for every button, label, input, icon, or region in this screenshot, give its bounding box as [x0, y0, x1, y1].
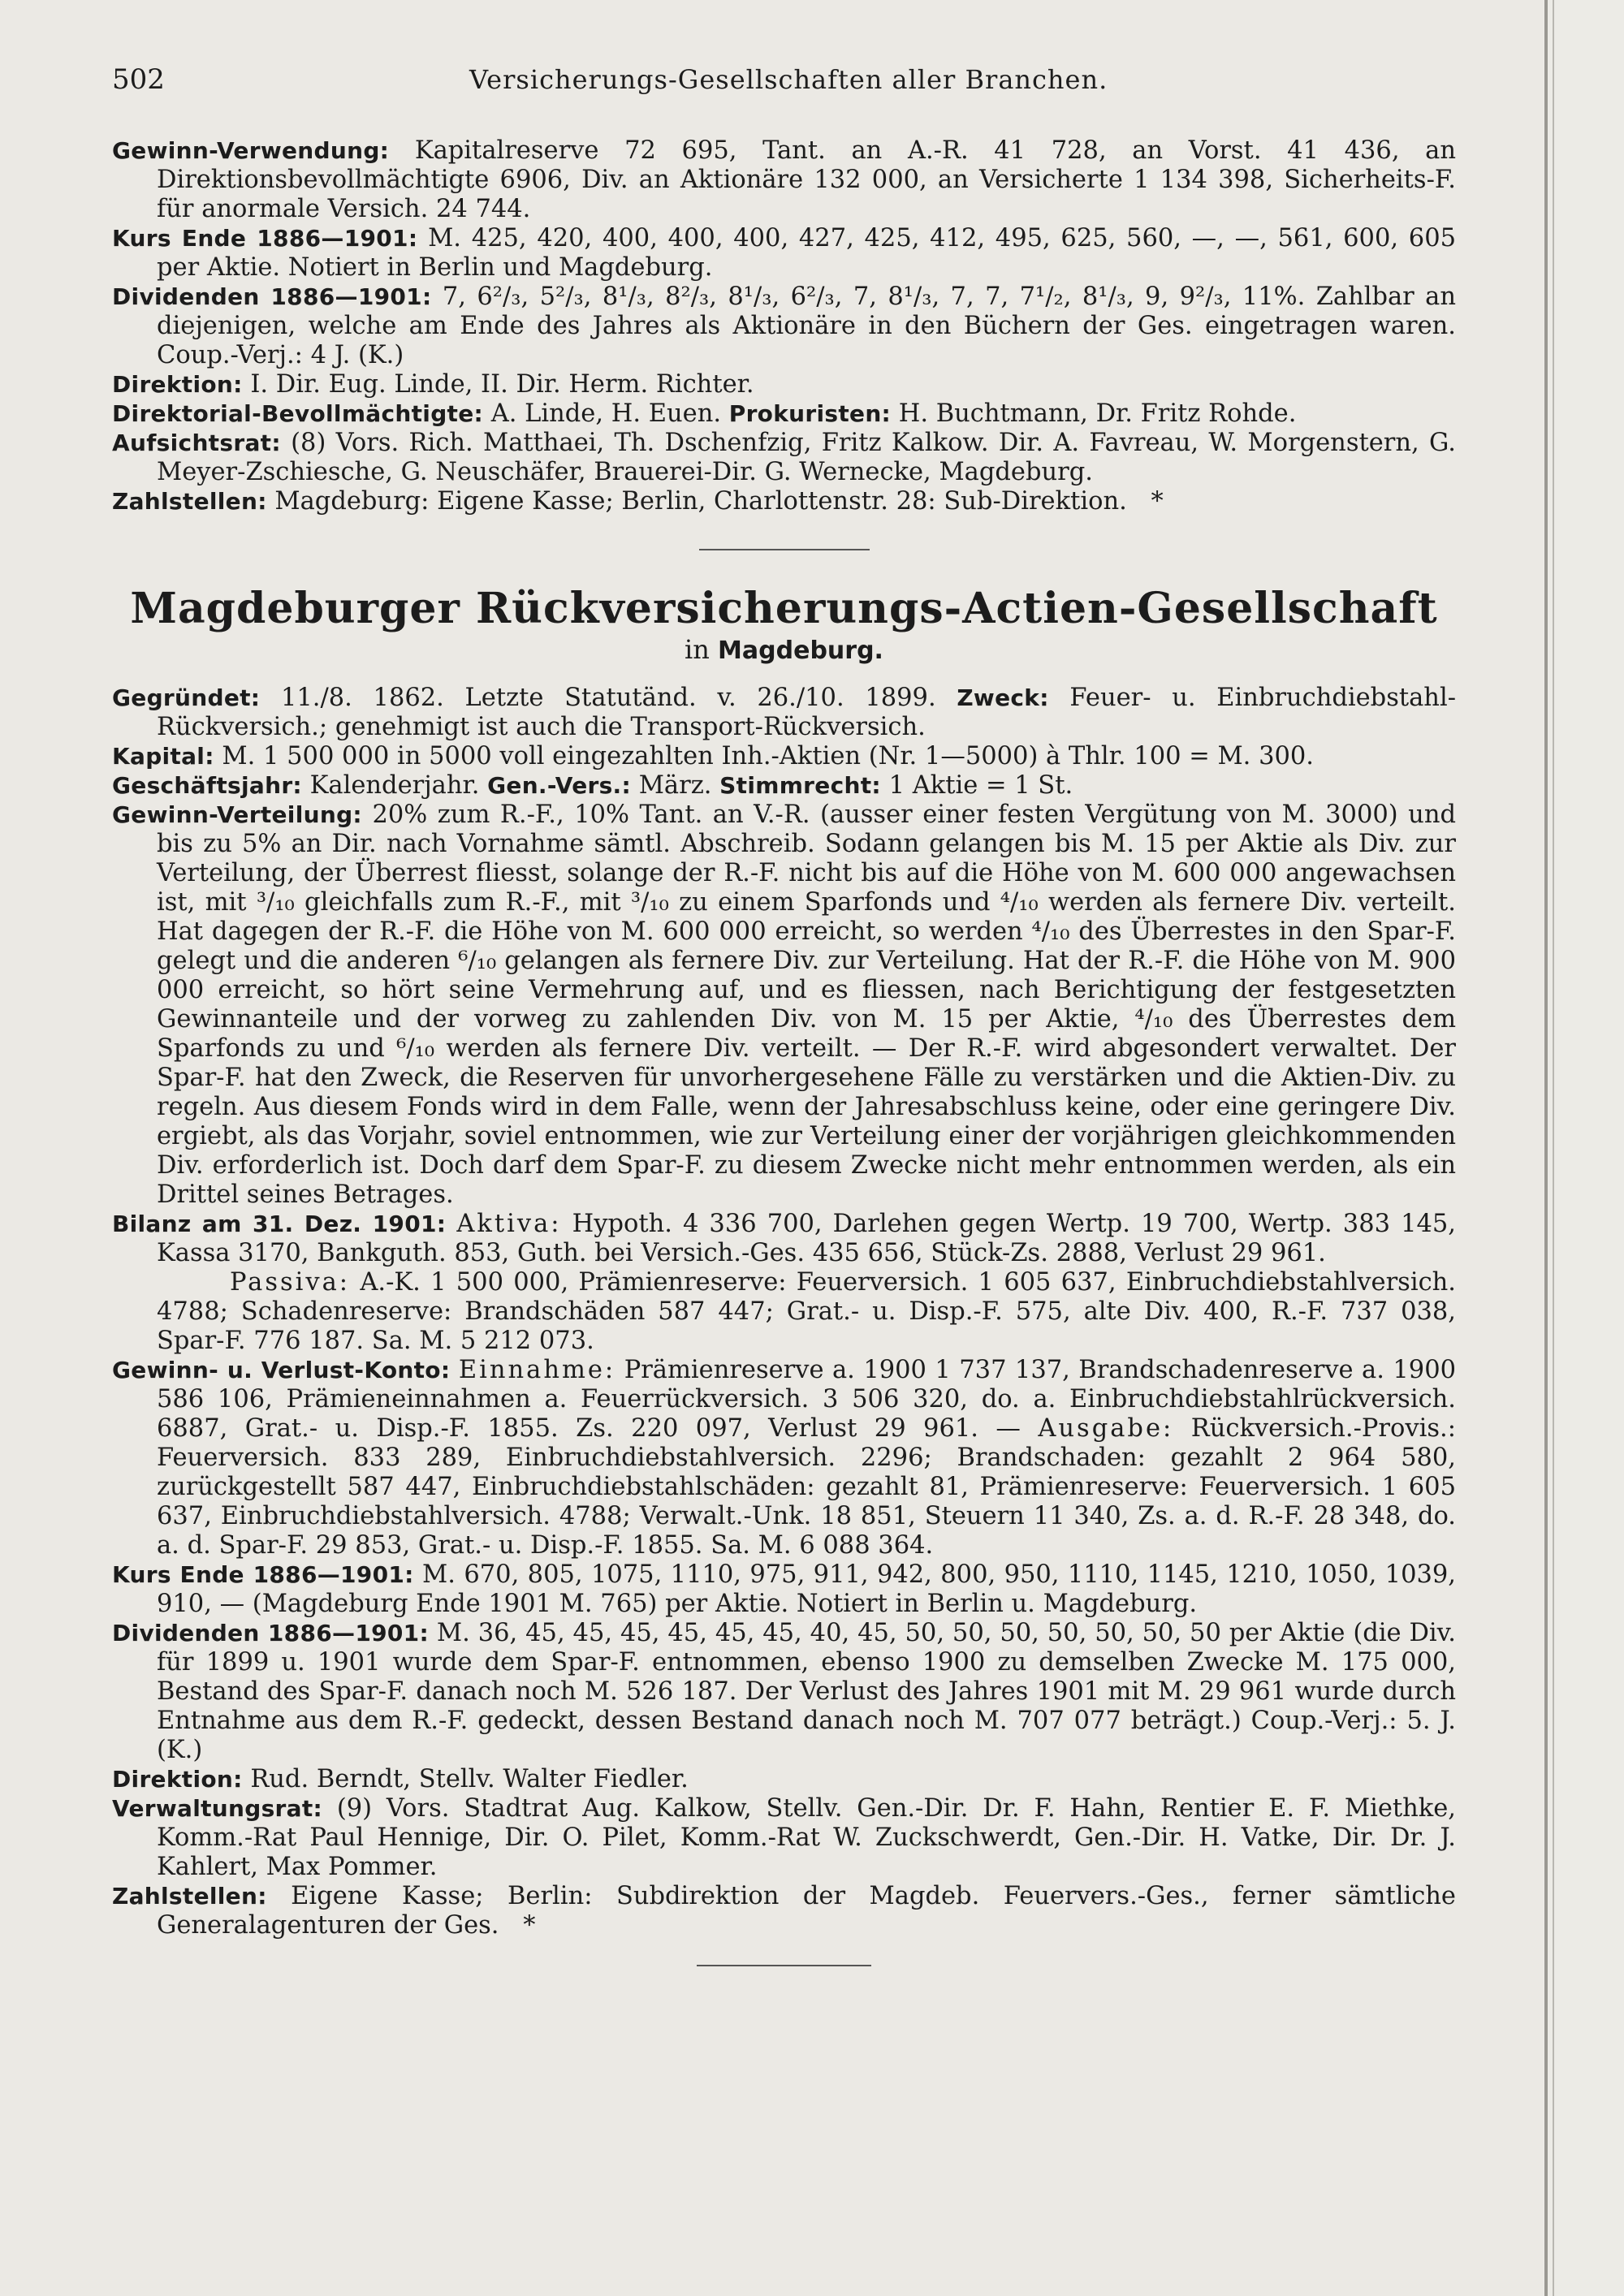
entry-label: Kurs Ende 1886—1901:: [112, 225, 418, 252]
entry-verwaltungsrat: [112, 1794, 1456, 1882]
ausgabe-label: Ausgabe:: [1038, 1414, 1174, 1443]
entry-kurs: [112, 224, 1456, 283]
entry-text: M. 425, 420, 400, 400, 400, 427, 425, 412, 495, 625, 560, —, —, 561, 600, 605 per Aktie. Notiert in Berlin und Magdeburg.: [157, 224, 1457, 282]
gutter-edge-line-inner: [1553, 0, 1554, 2296]
entry-text: Kalenderjahr.: [309, 771, 480, 800]
section-divider: [699, 549, 870, 550]
entry-gegruendet: [112, 684, 1456, 742]
entry-label: Verwaltungsrat:: [112, 1795, 323, 1822]
location-city: Magdeburg.: [718, 637, 883, 665]
entry-text-zweck: Feuer- u. Einbruchdiebstahl-Rückversich.; genehmigt ist auch die Transport-Rückversich.: [157, 684, 1457, 741]
entry-text-gen-vers: März.: [638, 771, 712, 800]
entry-kapital: [112, 742, 1456, 771]
entry-label: Aufsichtsrat:: [112, 429, 281, 456]
entry-text: (8) Vors. Rich. Matthaei, Th. Dschenfzig, Fritz Kalkow. Dir. A. Favreau, W. Morgenstern, G. Meyer-Zschiesche, G. Neuschäfer, Brauerei-Dir. G. Wernecke, Magdeburg.: [157, 429, 1456, 486]
entry-label: Gewinn-Verwendung:: [112, 137, 390, 164]
entry-geschaeftsjahr: [112, 771, 1456, 801]
entry-text: M. 36, 45, 45, 45, 45, 45, 45, 40, 45, 50, 50, 50, 50, 50, 50, 50 per Aktie (die Div. für 1899 u. 1901 wurde dem Spar-F. entnommen, ebenso 1900 zu demselben Zwecke M. 175 000, Bestand des Spar-F. danach noch M. 526 187. Der Verlust des Jahres 1901 mit M. 29 961 wurde durch Entnahme aus dem R.-F. gedeckt, dessen Bestand danach noch M. 707 077 beträgt.) Coup.-Verj.: 5. J. (K.): [157, 1619, 1456, 1764]
entry-label: Direktion:: [112, 1766, 243, 1793]
entry-text: (9) Vors. Stadtrat Aug. Kalkow, Stellv. Gen.-Dir. Dr. F. Hahn, Rentier E. F. Miethke, Komm.-Rat Paul Hennige, Dir. O. Pilet, Komm.-Rat W. Zuckschwerdt, Gen.-Dir. H. Vatke, Dir. Dr. J. Kahlert, Max Pommer.: [157, 1794, 1456, 1881]
page-content: [112, 65, 1456, 1966]
entry-text-prokuristen: H. Buchtmann, Dr. Fritz Rohde.: [898, 399, 1297, 428]
entry-text: 20% zum R.-F., 10% Tant. an V.-R. (ausser einer festen Vergütung von M. 3000) und bis zu 5% an Dir. nach Vornahme sämtl. Abschreib. Sodann gelangen bis M. 15 per Aktie als Div. zur Verteilung, der Überrest fliesst, solange der R.-F. nicht bis auf die Höhe von M. 600 000 angewachsen ist, mit ³/₁₀ gleichfalls zum R.-F., mit ³/₁₀ zu einem Sparfonds und ⁴/₁₀ werden als fernere Div. verteilt. Hat dagegen der R.-F. die Höhe von M. 600 000 erreicht, so werden ⁴/₁₀ des Überrestes in den Spar-F. gelegt und die anderen ⁶/₁₀ gelangen als fernere Div. zur Verteilung. Hat der R.-F. die Höhe von M. 900 000 erreicht, so hört seine Vermehrung auf, und es fliessen, nach Berichtigung der festgesetzten Gewinnanteile und der vorweg zu zahlenden Div. von M. 15 per Aktie, ⁴/₁₀ des Überrestes dem Sparfonds zu und ⁶/₁₀ werden als fernere Div. verteilt. — Der R.-F. wird abgesondert verwaltet. Der Spar-F. hat den Zweck, die Reserven für unvorhergesehene Fälle zu verstärken und die Aktien-Div. zu regeln. Aus diesem Fonds wird in dem Falle, wenn der Jahresabschluss keine, oder eine geringere Div. ergiebt, als das Vorjahr, soviel entnommen, wie zur Verteilung einer der vorjährigen gleichkommenden Div. erforderlich ist. Doch darf dem Spar-F. zu diesem Zwecke nicht mehr entnommen werden, als ein Drittel seines Betrages.: [157, 801, 1456, 1209]
aktiva-text: Hypoth. 4 336 700, Darlehen gegen Wertp. 19 700, Wertp. 383 145, Kassa 3170, Bankguth. 853, Guth. bei Versich.-Ges. 435 656, Stück-Zs. 2888, Verlust 29 961.: [157, 1210, 1456, 1267]
aktiva-label: Aktiva:: [456, 1210, 562, 1238]
entry-text: Rud. Berndt, Stellv. Walter Fiedler.: [250, 1765, 689, 1793]
entry-text: Kapitalreserve 72 695, Tant. an A.-R. 41 728, an Vorst. 41 436, an Direktionsbevollmächtigte 6906, Div. an Aktionäre 132 000, an Versicherte 1 134 398, Sicherheits-F. für anormale Versich. 24 744.: [157, 136, 1456, 223]
entry-label: Gewinn- u. Verlust-Konto:: [112, 1357, 451, 1383]
entry-gewinn-verwendung: [112, 136, 1456, 224]
entry-gewinn-verteilung: [112, 801, 1456, 1210]
entry-direktorial-bevollmaechtigte: [112, 399, 1456, 429]
company-section: [112, 684, 1456, 1940]
entry-zahlstellen-company: [112, 1882, 1456, 1940]
entry-label: Gewinn-Verteilung:: [112, 801, 362, 828]
entry-kurs-ende: [112, 1560, 1456, 1619]
entry-text: I. Dir. Eug. Linde, II. Dir. Herm. Richter.: [250, 370, 754, 399]
passiva-label: Passiva:: [230, 1268, 351, 1297]
entry-text: M. 1 500 000 in 5000 voll eingezahlten Inh.-Aktien (Nr. 1—5000) à Thlr. 100 = M. 300.: [222, 742, 1314, 770]
entry-bilanz-passiva: [112, 1268, 1456, 1356]
running-title: Versicherungs-Gesellschaften aller Branchen.: [469, 64, 1108, 95]
entry-label: Zahlstellen:: [112, 488, 267, 515]
asterisk-mark: *: [523, 1911, 536, 1940]
gutter-edge-line: [1544, 0, 1548, 2296]
company-title: Magdeburger Rückversicherungs-Actien-Gesellschaft: [130, 584, 1438, 633]
company-location: [112, 635, 1456, 666]
entry-text: 7, 6²/₃, 5²/₃, 8¹/₃, 8²/₃, 8¹/₃, 6²/₃, 7, 8¹/₃, 7, 7, 7¹/₂, 8¹/₃, 9, 9²/₃, 11%. Zahlbar an diejenigen, welche am Ende des Jahres als Aktionäre in den Büchern der Ges. eingetragen waren. Coup.-Verj.: 4 J. (K.): [157, 283, 1456, 369]
einnahme-label: Einnahme:: [458, 1356, 616, 1384]
entry-label: Direktion:: [112, 371, 243, 398]
book-gutter: [1543, 0, 1624, 2296]
entry-text: Eigene Kasse; Berlin: Subdirektion der Magdeb. Feuervers.-Ges., ferner sämtliche Generalagenturen der Ges.: [157, 1882, 1456, 1940]
entry-label: Gegründet:: [112, 684, 261, 711]
entry-label: Kurs Ende 1886—1901:: [112, 1561, 414, 1588]
entry-zahlstellen: [112, 487, 1456, 516]
previous-company-section: [112, 136, 1456, 516]
entry-label-prokuristen: Prokuristen:: [728, 400, 892, 427]
entry-text: 11./8. 1862. Letzte Statutänd. v. 26./10. 1899.: [281, 684, 936, 712]
entry-label: Kapital:: [112, 743, 214, 770]
entry-text-stimmrecht: 1 Aktie = 1 St.: [888, 771, 1073, 800]
page-header: [112, 65, 1456, 114]
einnahme-text: Prämienreserve a. 1900 1 737 137, Brandschadenreserve a. 1900 586 106, Prämieneinnahmen a. Feuerrückversich. 3 506 320, do. a. Einbruchdiebstahlrückversich. 6887, Grat.- u. Disp.-F. 1855. Zs. 220 097, Verlust 29 961. —: [157, 1356, 1457, 1443]
entry-label: Dividenden 1886—1901:: [112, 283, 432, 310]
entry-label: Direktorial-Bevollmächtigte:: [112, 400, 484, 427]
entry-direktion-company: [112, 1765, 1456, 1794]
section-end-divider: [697, 1965, 871, 1966]
entry-label: Dividenden 1886—1901:: [112, 1620, 429, 1646]
page-number: 502: [112, 63, 165, 96]
entry-gewinn-verlust: [112, 1356, 1456, 1560]
entry-text: A. Linde, H. Euen.: [490, 399, 722, 428]
entry-dividenden: [112, 283, 1456, 370]
entry-direktion: [112, 370, 1456, 399]
location-prefix: in: [685, 634, 710, 665]
entry-dividenden-company: [112, 1619, 1456, 1765]
entry-bilanz: [112, 1210, 1456, 1268]
entry-label: Zahlstellen:: [112, 1883, 267, 1910]
entry-aufsichtsrat: [112, 429, 1456, 487]
passiva-text: A.-K. 1 500 000, Prämienreserve: Feuerversich. 1 605 637, Einbruchdiebstahlversich. 4788; Schadenreserve: Brandschäden 587 447; Grat.- u. Disp.-F. 575, alte Div. 400, R.-F. 737 038, Spar-F. 776 187. Sa. M. 5 212 073.: [157, 1268, 1456, 1355]
ausgabe-text: Rückversich.-Provis.: Feuerversich. 833 289, Einbruchdiebstahlversich. 2296; Brandschaden: gezahlt 2 964 580, zurückgestellt 587 447, Einbruchdiebstahlschäden: gezahlt 81, Prämienreserve: Feuerversich. 1 605 637, Einbruchdiebstahlversich. 4788; Verwalt.-Unk. 18 851, Steuern 11 340, Zs. a. d. R.-F. 28 348, do. a. d. Spar-F. 29 853, Grat.- u. Disp.-F. 1855. Sa. M. 6 088 364.: [157, 1414, 1456, 1560]
entry-label-zweck: Zweck:: [957, 684, 1049, 711]
asterisk-mark: *: [1151, 487, 1164, 516]
entry-label: Bilanz am 31. Dez. 1901:: [112, 1211, 447, 1237]
entry-label-stimmrecht: Stimmrecht:: [719, 772, 881, 799]
entry-label-gen-vers: Gen.-Vers.:: [487, 772, 631, 799]
entry-text: Magdeburg: Eigene Kasse; Berlin, Charlottenstr. 28: Sub-Direktion.: [274, 487, 1127, 516]
entry-text: M. 670, 805, 1075, 1110, 975, 911, 942, 800, 950, 1110, 1145, 1210, 1050, 1039, 910, — (Magdeburg Ende 1901 M. 765) per Aktie. Notiert in Berlin u. Magdeburg.: [157, 1560, 1456, 1618]
entry-label: Geschäftsjahr:: [112, 772, 302, 799]
